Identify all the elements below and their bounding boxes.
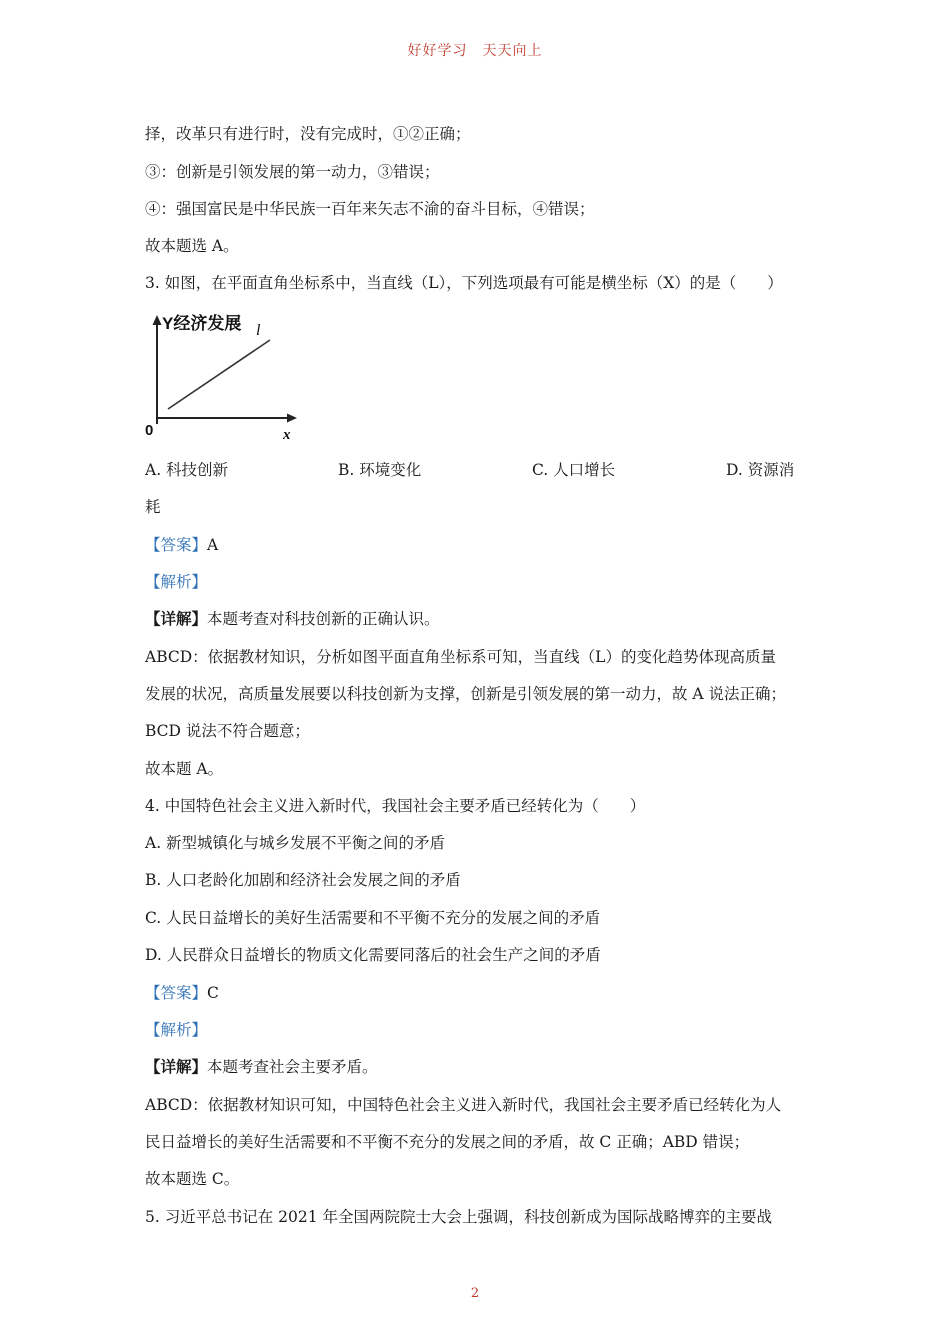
analysis-tag	[145, 1020, 207, 1040]
option-c: C. 人口增长	[532, 461, 616, 479]
option-a: A. 科技创新	[145, 461, 229, 479]
line-label: l	[256, 322, 261, 339]
question-3: 3. 如图，在平面直角坐标系中，当直线（L），下列选项最有可能是横坐标（X）的是（ ）	[145, 274, 783, 292]
answer-tag: 【答案】	[145, 984, 208, 1002]
answer-tag: 【答案】	[145, 536, 208, 554]
option-b: B. 环境变化	[338, 461, 422, 479]
detail-tag: 【详解】	[145, 1057, 208, 1076]
question-5: 5. 习近平总书记在 2021 年全国两院院士大会上强调，科技创新成为国际战略博弈的主要战	[145, 1208, 773, 1226]
page-header: 好好学习 天天向上	[407, 43, 543, 59]
detail-text: 本题考查社会主要矛盾。	[207, 1058, 378, 1076]
analysis-label: 【解析】	[145, 1021, 208, 1039]
explain-line: 故本题 A。	[145, 760, 224, 778]
answer-value: A	[207, 536, 219, 554]
option-c: C. 人民日益增长的美好生活需要和不平衡不充分的发展之间的矛盾	[145, 909, 601, 927]
option-d: D. 人民群众日益增长的物质文化需要同落后的社会生产之间的矛盾	[145, 946, 601, 964]
text-line: ④：强国富民是中华民族一百年来矢志不渝的奋斗目标，④错误；	[145, 200, 595, 218]
coordinate-figure	[140, 312, 310, 442]
option-a: A. 新型城镇化与城乡发展不平衡之间的矛盾	[145, 834, 446, 852]
option-d-wrap: 耗	[145, 498, 161, 516]
explain-line: ABCD：依据教材知识，分析如图平面直角坐标系可知，当直线（L）的变化趋势体现高质量	[145, 648, 776, 666]
option-d: D. 资源消	[726, 461, 795, 479]
answer-line	[145, 535, 218, 555]
origin-label: 0	[145, 422, 154, 439]
explain-line: 发展的状况，高质量发展要以科技创新为支撑，创新是引领发展的第一动力，故 A 说法正确；	[145, 685, 787, 703]
y-axis-label: Y经济发展	[162, 314, 242, 333]
detail-line	[145, 609, 440, 629]
x-axis-label: x	[283, 427, 291, 442]
y-axis-arrow	[153, 315, 162, 325]
explain-line: ABCD：依据教材知识可知，中国特色社会主义进入新时代，我国社会主要矛盾已经转化为人	[145, 1096, 782, 1114]
text-line: 故本题选 A。	[145, 237, 239, 255]
text-line: ③：创新是引领发展的第一动力，③错误；	[145, 163, 440, 181]
answer-line	[145, 983, 219, 1003]
analysis-label: 【解析】	[145, 573, 208, 591]
explain-line: BCD 说法不符合题意；	[145, 722, 310, 740]
x-axis-arrow	[287, 414, 297, 423]
page-number: 2	[470, 1286, 480, 1301]
text-line: 择，改革只有进行时，没有完成时，①②正确；	[145, 125, 471, 143]
explain-line: 民日益增长的美好生活需要和不平衡不充分的发展之间的矛盾，故 C 正确；ABD 错误；	[145, 1133, 750, 1151]
explain-line: 故本题选 C。	[145, 1170, 240, 1188]
detail-text: 本题考查对科技创新的正确认识。	[207, 610, 440, 628]
question-4: 4. 中国特色社会主义进入新时代，我国社会主要矛盾已经转化为（ ）	[145, 797, 646, 815]
trend-line	[168, 340, 270, 409]
option-b: B. 人口老龄化加剧和经济社会发展之间的矛盾	[145, 871, 461, 889]
analysis-tag	[145, 572, 207, 592]
answer-value: C	[207, 984, 219, 1002]
detail-tag: 【详解】	[145, 609, 208, 628]
detail-line	[145, 1057, 378, 1077]
